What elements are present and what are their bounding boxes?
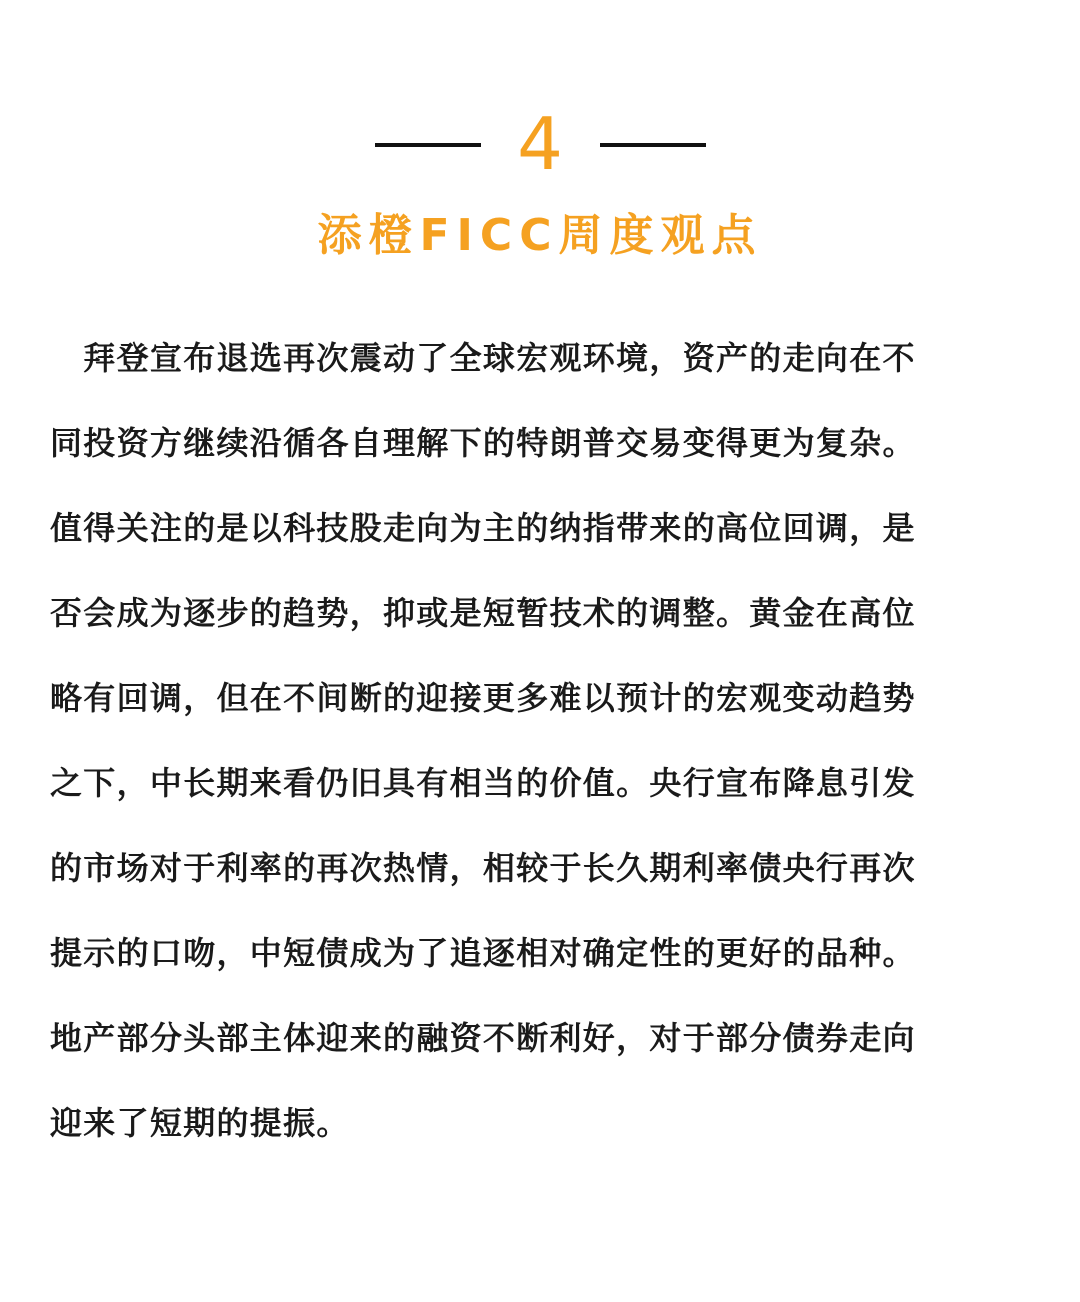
paragraph-line: 的市场对于利率的再次热情，相较于长久期利率债央行再次 — [50, 849, 916, 887]
paragraph-line: 拜登宣布退选再次震动了全球宏观环境，资产的走向在不 — [50, 339, 916, 377]
article-paragraph — [50, 316, 1040, 1166]
paragraph-line: 值得关注的是以科技股走向为主的纳指带来的高位回调，是 — [50, 509, 916, 547]
paragraph-line: 之下，中长期来看仍旧具有相当的价值。央行宣布降息引发 — [50, 764, 916, 802]
section-title: 添橙FICC周度观点 — [317, 210, 763, 261]
paragraph-line: 略有回调，但在不间断的迎接更多难以预计的宏观变动趋势 — [50, 679, 916, 717]
paragraph-line: 提示的口吻，中短债成为了追逐相对确定性的更好的品种。 — [50, 934, 916, 972]
section-header — [0, 102, 1080, 188]
paragraph-line: 同投资方继续沿循各自理解下的特朗普交易变得更为复杂。 — [50, 424, 916, 462]
left-divider-line — [375, 143, 481, 147]
paragraph-line: 迎来了短期的提振。 — [50, 1104, 350, 1142]
right-divider-line — [600, 143, 706, 147]
section-number: 4 — [517, 102, 563, 186]
paragraph-line: 地产部分头部主体迎来的融资不断利好，对于部分债券走向 — [50, 1019, 916, 1057]
paragraph-line: 否会成为逐步的趋势，抑或是短暂技术的调整。黄金在高位 — [50, 594, 916, 632]
